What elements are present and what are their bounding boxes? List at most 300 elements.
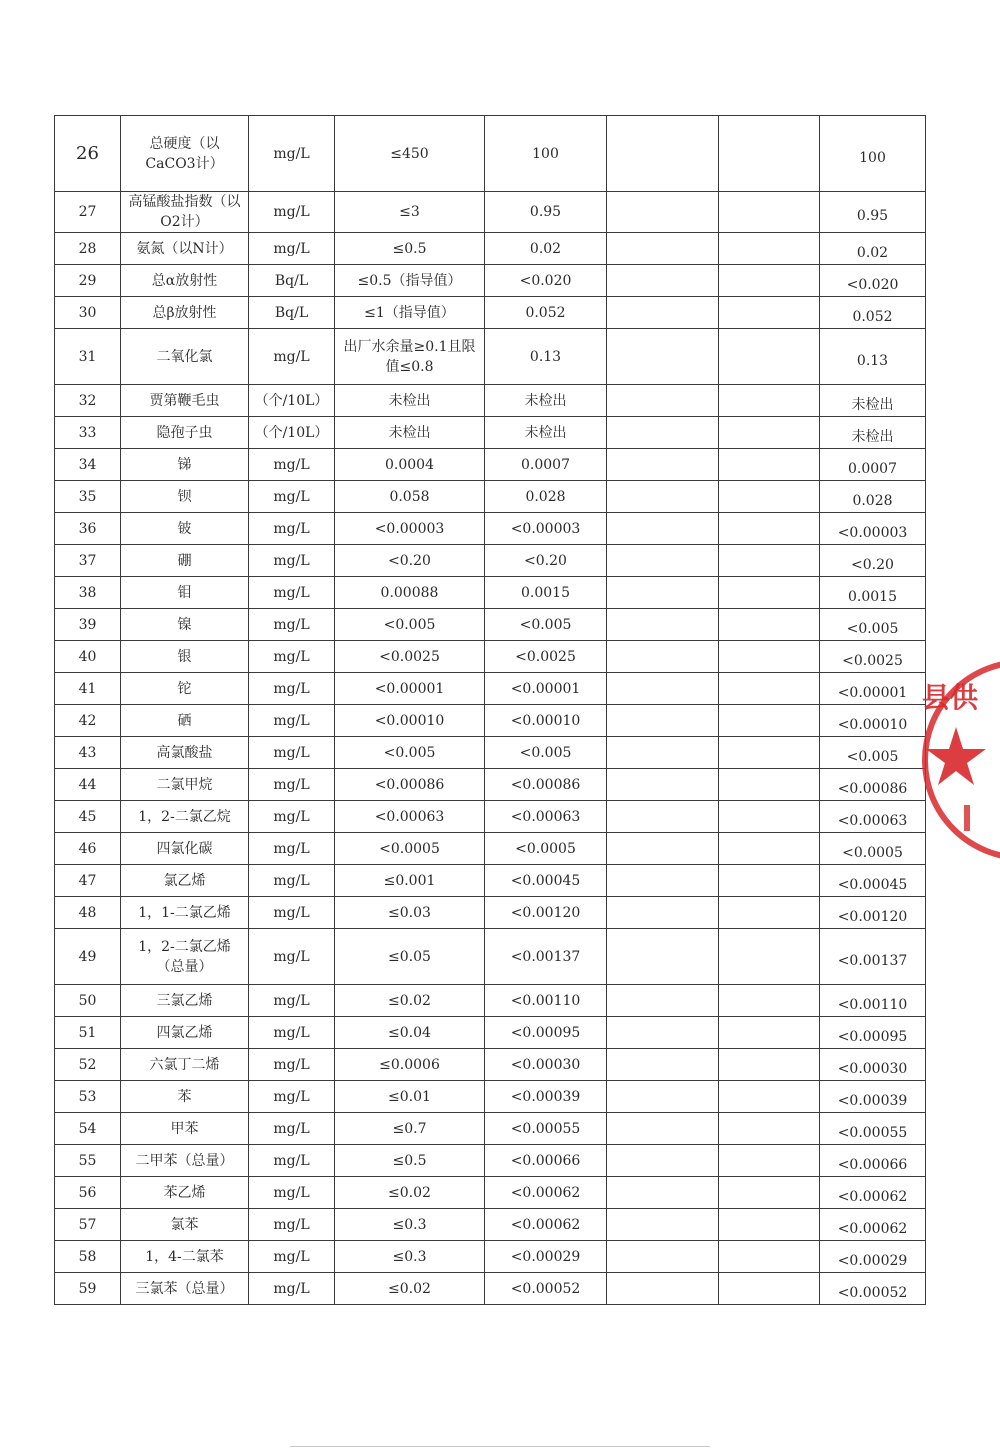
empty-cell	[607, 192, 719, 233]
unit-cell: mg/L	[249, 1049, 335, 1081]
empty-cell	[607, 1049, 719, 1081]
item-name: 二氧化氯	[121, 329, 249, 385]
final-result-cell: <0.00062	[820, 1177, 926, 1209]
empty-cell	[719, 801, 820, 833]
item-name: 甲苯	[121, 1113, 249, 1145]
unit-cell: mg/L	[249, 1081, 335, 1113]
empty-cell	[607, 769, 719, 801]
item-name: 隐孢子虫	[121, 417, 249, 449]
item-name: 1，2-二氯乙烯（总量）	[121, 929, 249, 985]
row-number: 41	[55, 673, 121, 705]
empty-cell	[607, 481, 719, 513]
empty-cell	[607, 801, 719, 833]
empty-cell	[607, 929, 719, 985]
result-cell: <0.00055	[485, 1113, 607, 1145]
limit-cell: <0.00001	[335, 673, 485, 705]
final-result-cell: <0.005	[820, 609, 926, 641]
row-number: 49	[55, 929, 121, 985]
item-name: 氯苯	[121, 1209, 249, 1241]
empty-cell	[719, 865, 820, 897]
row-number: 40	[55, 641, 121, 673]
empty-cell	[719, 897, 820, 929]
page-bottom-rule	[290, 1446, 710, 1447]
unit-cell: mg/L	[249, 641, 335, 673]
table-row	[55, 1273, 926, 1305]
table-row	[55, 1017, 926, 1049]
row-number: 43	[55, 737, 121, 769]
table-row	[55, 1049, 926, 1081]
empty-cell	[607, 1017, 719, 1049]
table-row	[55, 897, 926, 929]
empty-cell	[607, 417, 719, 449]
table-row	[55, 737, 926, 769]
limit-cell: ≤0.04	[335, 1017, 485, 1049]
unit-cell: mg/L	[249, 865, 335, 897]
final-result-cell: <0.00055	[820, 1113, 926, 1145]
row-number: 57	[55, 1209, 121, 1241]
empty-cell	[607, 985, 719, 1017]
result-cell: <0.00029	[485, 1241, 607, 1273]
limit-cell: <0.005	[335, 737, 485, 769]
result-cell: 0.13	[485, 329, 607, 385]
row-number: 39	[55, 609, 121, 641]
final-result-cell: <0.00039	[820, 1081, 926, 1113]
item-name: 镍	[121, 609, 249, 641]
unit-cell: mg/L	[249, 897, 335, 929]
empty-cell	[719, 192, 820, 233]
limit-cell: ≤0.0006	[335, 1049, 485, 1081]
row-number: 34	[55, 449, 121, 481]
item-name: 六氯丁二烯	[121, 1049, 249, 1081]
limit-cell: ≤1（指导值）	[335, 297, 485, 329]
empty-cell	[607, 449, 719, 481]
limit-cell: 未检出	[335, 385, 485, 417]
unit-cell: （个/10L）	[249, 417, 335, 449]
row-number: 46	[55, 833, 121, 865]
table-row	[55, 329, 926, 385]
limit-cell: ≤450	[335, 116, 485, 192]
empty-cell	[607, 329, 719, 385]
table-row	[55, 192, 926, 233]
unit-cell: mg/L	[249, 481, 335, 513]
table-row	[55, 705, 926, 737]
final-result-cell: <0.020	[820, 265, 926, 297]
limit-cell: ≤0.01	[335, 1081, 485, 1113]
table-row	[55, 1113, 926, 1145]
empty-cell	[607, 1209, 719, 1241]
unit-cell: mg/L	[249, 192, 335, 233]
empty-cell	[719, 577, 820, 609]
empty-cell	[607, 1081, 719, 1113]
table-row	[55, 769, 926, 801]
empty-cell	[719, 513, 820, 545]
result-cell: 100	[485, 116, 607, 192]
empty-cell	[607, 1273, 719, 1305]
unit-cell: mg/L	[249, 1017, 335, 1049]
empty-cell	[719, 385, 820, 417]
item-name: 铍	[121, 513, 249, 545]
empty-cell	[607, 609, 719, 641]
final-result-cell: 100	[820, 116, 926, 192]
result-cell: <0.00095	[485, 1017, 607, 1049]
unit-cell: mg/L	[249, 769, 335, 801]
empty-cell	[719, 985, 820, 1017]
limit-cell: <0.00063	[335, 801, 485, 833]
final-result-cell: <0.0005	[820, 833, 926, 865]
table-row	[55, 1209, 926, 1241]
table-row	[55, 865, 926, 897]
result-cell: <0.00066	[485, 1145, 607, 1177]
unit-cell: mg/L	[249, 545, 335, 577]
row-number: 48	[55, 897, 121, 929]
final-result-cell: <0.00029	[820, 1241, 926, 1273]
unit-cell: mg/L	[249, 116, 335, 192]
row-number: 35	[55, 481, 121, 513]
unit-cell: mg/L	[249, 801, 335, 833]
table-row	[55, 1081, 926, 1113]
final-result-cell: 0.0015	[820, 577, 926, 609]
unit-cell: mg/L	[249, 513, 335, 545]
unit-cell: Bq/L	[249, 297, 335, 329]
final-result-cell: 未检出	[820, 417, 926, 449]
limit-cell: ≤0.5	[335, 1145, 485, 1177]
empty-cell	[719, 481, 820, 513]
unit-cell: mg/L	[249, 1209, 335, 1241]
empty-cell	[607, 897, 719, 929]
row-number: 44	[55, 769, 121, 801]
result-cell: <0.005	[485, 609, 607, 641]
empty-cell	[607, 737, 719, 769]
row-number: 38	[55, 577, 121, 609]
item-name: 四氯乙烯	[121, 1017, 249, 1049]
row-number: 29	[55, 265, 121, 297]
result-cell: <0.00030	[485, 1049, 607, 1081]
empty-cell	[719, 673, 820, 705]
limit-cell: ≤0.02	[335, 1177, 485, 1209]
result-cell: <0.0025	[485, 641, 607, 673]
empty-cell	[719, 1113, 820, 1145]
empty-cell	[719, 641, 820, 673]
empty-cell	[607, 577, 719, 609]
result-cell: 未检出	[485, 417, 607, 449]
limit-cell: <0.0005	[335, 833, 485, 865]
row-number: 59	[55, 1273, 121, 1305]
final-result-cell: <0.00110	[820, 985, 926, 1017]
row-number: 45	[55, 801, 121, 833]
empty-cell	[719, 1209, 820, 1241]
table-row	[55, 641, 926, 673]
result-cell: 0.0007	[485, 449, 607, 481]
item-name: 总硬度（以CaCO3计）	[121, 116, 249, 192]
item-name: 硼	[121, 545, 249, 577]
table-row	[55, 985, 926, 1017]
result-cell: <0.00086	[485, 769, 607, 801]
table-row	[55, 265, 926, 297]
empty-cell	[719, 1273, 820, 1305]
unit-cell: mg/L	[249, 673, 335, 705]
final-result-cell: 0.13	[820, 329, 926, 385]
item-name: 高锰酸盐指数（以O2计）	[121, 192, 249, 233]
unit-cell: mg/L	[249, 1273, 335, 1305]
empty-cell	[719, 329, 820, 385]
empty-cell	[719, 1049, 820, 1081]
empty-cell	[719, 297, 820, 329]
unit-cell: mg/L	[249, 1241, 335, 1273]
limit-cell: ≤0.3	[335, 1241, 485, 1273]
item-name: 二甲苯（总量）	[121, 1145, 249, 1177]
result-cell: 0.95	[485, 192, 607, 233]
empty-cell	[719, 737, 820, 769]
row-number: 53	[55, 1081, 121, 1113]
row-number: 54	[55, 1113, 121, 1145]
limit-cell: ≤3	[335, 192, 485, 233]
table-body	[55, 116, 926, 1305]
limit-cell: ≤0.5	[335, 233, 485, 265]
seal-stamp-icon	[918, 655, 1000, 865]
empty-cell	[607, 297, 719, 329]
limit-cell: 出厂水余量≥0.1且限值≤0.8	[335, 329, 485, 385]
table-row	[55, 417, 926, 449]
limit-cell: 0.058	[335, 481, 485, 513]
unit-cell: mg/L	[249, 705, 335, 737]
empty-cell	[607, 865, 719, 897]
item-name: 总α放射性	[121, 265, 249, 297]
empty-cell	[719, 417, 820, 449]
table-row	[55, 385, 926, 417]
result-cell: <0.00039	[485, 1081, 607, 1113]
result-cell: <0.00137	[485, 929, 607, 985]
unit-cell: mg/L	[249, 577, 335, 609]
row-number: 30	[55, 297, 121, 329]
final-result-cell: 0.0007	[820, 449, 926, 481]
limit-cell: ≤0.05	[335, 929, 485, 985]
result-cell: 0.02	[485, 233, 607, 265]
limit-cell: <0.005	[335, 609, 485, 641]
final-result-cell: <0.00137	[820, 929, 926, 985]
item-name: 氯乙烯	[121, 865, 249, 897]
unit-cell: mg/L	[249, 1145, 335, 1177]
final-result-cell: <0.00001	[820, 673, 926, 705]
empty-cell	[607, 385, 719, 417]
table-row	[55, 929, 926, 985]
item-name: 三氯苯（总量）	[121, 1273, 249, 1305]
empty-cell	[719, 1081, 820, 1113]
item-name: 1，2-二氯乙烷	[121, 801, 249, 833]
unit-cell: （个/10L）	[249, 385, 335, 417]
table-row	[55, 449, 926, 481]
table-row	[55, 1241, 926, 1273]
result-cell: <0.00003	[485, 513, 607, 545]
row-number: 58	[55, 1241, 121, 1273]
final-result-cell: <0.00062	[820, 1209, 926, 1241]
empty-cell	[719, 833, 820, 865]
empty-cell	[607, 673, 719, 705]
result-cell: <0.00045	[485, 865, 607, 897]
seal-text: 县供	[922, 681, 979, 714]
table-row	[55, 481, 926, 513]
limit-cell: ≤0.001	[335, 865, 485, 897]
empty-cell	[719, 449, 820, 481]
final-result-cell: <0.00003	[820, 513, 926, 545]
limit-cell: ≤0.5（指导值）	[335, 265, 485, 297]
limit-cell: <0.00003	[335, 513, 485, 545]
empty-cell	[607, 1241, 719, 1273]
limit-cell: 未检出	[335, 417, 485, 449]
table-row	[55, 801, 926, 833]
item-name: 氨氮（以N计）	[121, 233, 249, 265]
final-result-cell: 未检出	[820, 385, 926, 417]
official-seal	[918, 655, 1000, 865]
unit-cell: mg/L	[249, 609, 335, 641]
empty-cell	[719, 545, 820, 577]
empty-cell	[607, 265, 719, 297]
unit-cell: mg/L	[249, 1177, 335, 1209]
final-result-cell: 0.02	[820, 233, 926, 265]
unit-cell: mg/L	[249, 1113, 335, 1145]
limit-cell: <0.00086	[335, 769, 485, 801]
final-result-cell: <0.00052	[820, 1273, 926, 1305]
final-result-cell: <0.00010	[820, 705, 926, 737]
item-name: 银	[121, 641, 249, 673]
row-number: 52	[55, 1049, 121, 1081]
item-name: 总β放射性	[121, 297, 249, 329]
final-result-cell: <0.005	[820, 737, 926, 769]
result-cell: <0.00120	[485, 897, 607, 929]
result-cell: <0.20	[485, 545, 607, 577]
row-number: 37	[55, 545, 121, 577]
empty-cell	[719, 769, 820, 801]
empty-cell	[719, 233, 820, 265]
table-row	[55, 297, 926, 329]
unit-cell: mg/L	[249, 929, 335, 985]
limit-cell: <0.00010	[335, 705, 485, 737]
empty-cell	[607, 833, 719, 865]
row-number: 28	[55, 233, 121, 265]
table-row	[55, 1145, 926, 1177]
limit-cell: ≤0.3	[335, 1209, 485, 1241]
final-result-cell: <0.00120	[820, 897, 926, 929]
item-name: 苯乙烯	[121, 1177, 249, 1209]
empty-cell	[607, 641, 719, 673]
result-cell: <0.00063	[485, 801, 607, 833]
result-cell: <0.00062	[485, 1209, 607, 1241]
row-number: 47	[55, 865, 121, 897]
table-row	[55, 1177, 926, 1209]
item-name: 苯	[121, 1081, 249, 1113]
table-row	[55, 833, 926, 865]
result-cell: <0.00052	[485, 1273, 607, 1305]
limit-cell: <0.0025	[335, 641, 485, 673]
limit-cell: <0.20	[335, 545, 485, 577]
empty-cell	[607, 1145, 719, 1177]
unit-cell: mg/L	[249, 329, 335, 385]
item-name: 铊	[121, 673, 249, 705]
unit-cell: mg/L	[249, 985, 335, 1017]
row-number: 33	[55, 417, 121, 449]
empty-cell	[719, 609, 820, 641]
table-row	[55, 116, 926, 192]
result-cell: <0.00110	[485, 985, 607, 1017]
empty-cell	[607, 116, 719, 192]
result-cell: <0.00010	[485, 705, 607, 737]
item-name: 硒	[121, 705, 249, 737]
water-quality-table	[54, 115, 926, 1305]
item-name: 四氯化碳	[121, 833, 249, 865]
result-cell: <0.005	[485, 737, 607, 769]
result-cell: <0.0005	[485, 833, 607, 865]
final-result-cell: <0.20	[820, 545, 926, 577]
empty-cell	[607, 545, 719, 577]
empty-cell	[719, 265, 820, 297]
table-row	[55, 513, 926, 545]
row-number: 55	[55, 1145, 121, 1177]
table-row	[55, 545, 926, 577]
final-result-cell: 0.052	[820, 297, 926, 329]
empty-cell	[607, 513, 719, 545]
table-row	[55, 233, 926, 265]
final-result-cell: <0.00045	[820, 865, 926, 897]
row-number: 42	[55, 705, 121, 737]
unit-cell: mg/L	[249, 737, 335, 769]
row-number: 36	[55, 513, 121, 545]
limit-cell: ≤0.03	[335, 897, 485, 929]
item-name: 贾第鞭毛虫	[121, 385, 249, 417]
final-result-cell: 0.95	[820, 192, 926, 233]
final-result-cell: <0.0025	[820, 641, 926, 673]
result-cell: <0.00001	[485, 673, 607, 705]
row-number: 32	[55, 385, 121, 417]
result-cell: <0.020	[485, 265, 607, 297]
item-name: 1，1-二氯乙烯	[121, 897, 249, 929]
item-name: 钡	[121, 481, 249, 513]
empty-cell	[607, 233, 719, 265]
limit-cell: 0.00088	[335, 577, 485, 609]
empty-cell	[607, 1113, 719, 1145]
final-result-cell: <0.00095	[820, 1017, 926, 1049]
empty-cell	[719, 929, 820, 985]
empty-cell	[719, 1145, 820, 1177]
final-result-cell: <0.00066	[820, 1145, 926, 1177]
final-result-cell: 0.028	[820, 481, 926, 513]
final-result-cell: <0.00086	[820, 769, 926, 801]
final-result-cell: <0.00030	[820, 1049, 926, 1081]
table-row	[55, 577, 926, 609]
table-row	[55, 609, 926, 641]
item-name: 锑	[121, 449, 249, 481]
result-cell: 0.052	[485, 297, 607, 329]
row-number: 51	[55, 1017, 121, 1049]
limit-cell: ≤0.7	[335, 1113, 485, 1145]
row-number: 27	[55, 192, 121, 233]
unit-cell: mg/L	[249, 449, 335, 481]
limit-cell: ≤0.02	[335, 985, 485, 1017]
result-cell: <0.00062	[485, 1177, 607, 1209]
limit-cell: 0.0004	[335, 449, 485, 481]
empty-cell	[719, 1241, 820, 1273]
item-name: 1，4-二氯苯	[121, 1241, 249, 1273]
row-number: 31	[55, 329, 121, 385]
empty-cell	[719, 1177, 820, 1209]
empty-cell	[719, 116, 820, 192]
row-number: 50	[55, 985, 121, 1017]
empty-cell	[607, 1177, 719, 1209]
item-name: 高氯酸盐	[121, 737, 249, 769]
limit-cell: ≤0.02	[335, 1273, 485, 1305]
final-result-cell: <0.00063	[820, 801, 926, 833]
result-cell: 0.0015	[485, 577, 607, 609]
item-name: 钼	[121, 577, 249, 609]
item-name: 三氯乙烯	[121, 985, 249, 1017]
